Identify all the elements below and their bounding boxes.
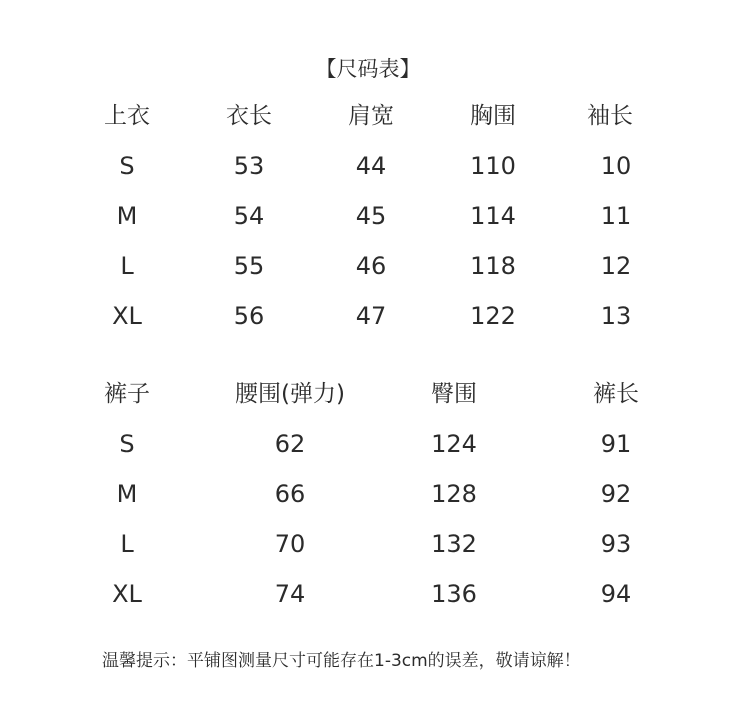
table-cell: 53 (233, 152, 265, 180)
size-chart-title: 【尺码表】 (315, 57, 421, 81)
header-cell-garment: 上衣 (104, 103, 150, 129)
table-cell: 10 (600, 152, 632, 180)
table-cell: 62 (274, 430, 306, 458)
table-header-row (0, 96, 736, 136)
table-row (0, 146, 736, 186)
table-cell: 74 (274, 580, 306, 608)
table-cell: 92 (600, 480, 632, 508)
table-cell-size: M (116, 480, 138, 508)
table-cell: 47 (355, 302, 387, 330)
table-row (0, 246, 736, 286)
header-cell-pants-length: 裤长 (593, 381, 639, 407)
table-cell-size: L (120, 252, 134, 280)
table-cell-size: XL (112, 302, 142, 330)
table-cell: 91 (600, 430, 632, 458)
table-cell: 114 (470, 202, 516, 230)
table-row (0, 574, 736, 614)
table-header-row (0, 374, 736, 414)
header-cell-garment: 裤子 (104, 381, 150, 407)
table-cell: 66 (274, 480, 306, 508)
table-row (0, 424, 736, 464)
table-cell: 70 (274, 530, 306, 558)
table-cell: 118 (470, 252, 516, 280)
header-cell-chest: 胸围 (470, 103, 516, 129)
table-cell: 136 (431, 580, 477, 608)
header-cell-length: 衣长 (226, 103, 272, 129)
table-cell: 11 (600, 202, 632, 230)
table-cell-size: XL (112, 580, 142, 608)
table-cell: 93 (600, 530, 632, 558)
table-row (0, 296, 736, 336)
table-cell-size: S (119, 430, 135, 458)
table-cell: 124 (431, 430, 477, 458)
table-cell: 13 (600, 302, 632, 330)
table-cell: 12 (600, 252, 632, 280)
table-cell: 54 (233, 202, 265, 230)
table-cell: 44 (355, 152, 387, 180)
table-row (0, 196, 736, 236)
table-cell: 132 (431, 530, 477, 558)
table-cell: 94 (600, 580, 632, 608)
table-cell-size: M (116, 202, 138, 230)
header-cell-shoulder: 肩宽 (348, 103, 394, 129)
table-cell: 110 (470, 152, 516, 180)
table-row (0, 474, 736, 514)
table-row (0, 524, 736, 564)
table-cell: 56 (233, 302, 265, 330)
table-cell-size: S (119, 152, 135, 180)
table-cell-size: L (120, 530, 134, 558)
header-cell-waist: 腰围(弹力) (235, 381, 345, 407)
header-cell-hip: 臀围 (431, 381, 477, 407)
table-cell: 45 (355, 202, 387, 230)
measurement-note: 温馨提示：平铺图测量尺寸可能存在1-3cm的误差，敬请谅解！ (102, 651, 581, 671)
table-cell: 55 (233, 252, 265, 280)
table-cell: 128 (431, 480, 477, 508)
table-cell: 122 (470, 302, 516, 330)
header-cell-sleeve: 袖长 (587, 103, 633, 129)
table-cell: 46 (355, 252, 387, 280)
